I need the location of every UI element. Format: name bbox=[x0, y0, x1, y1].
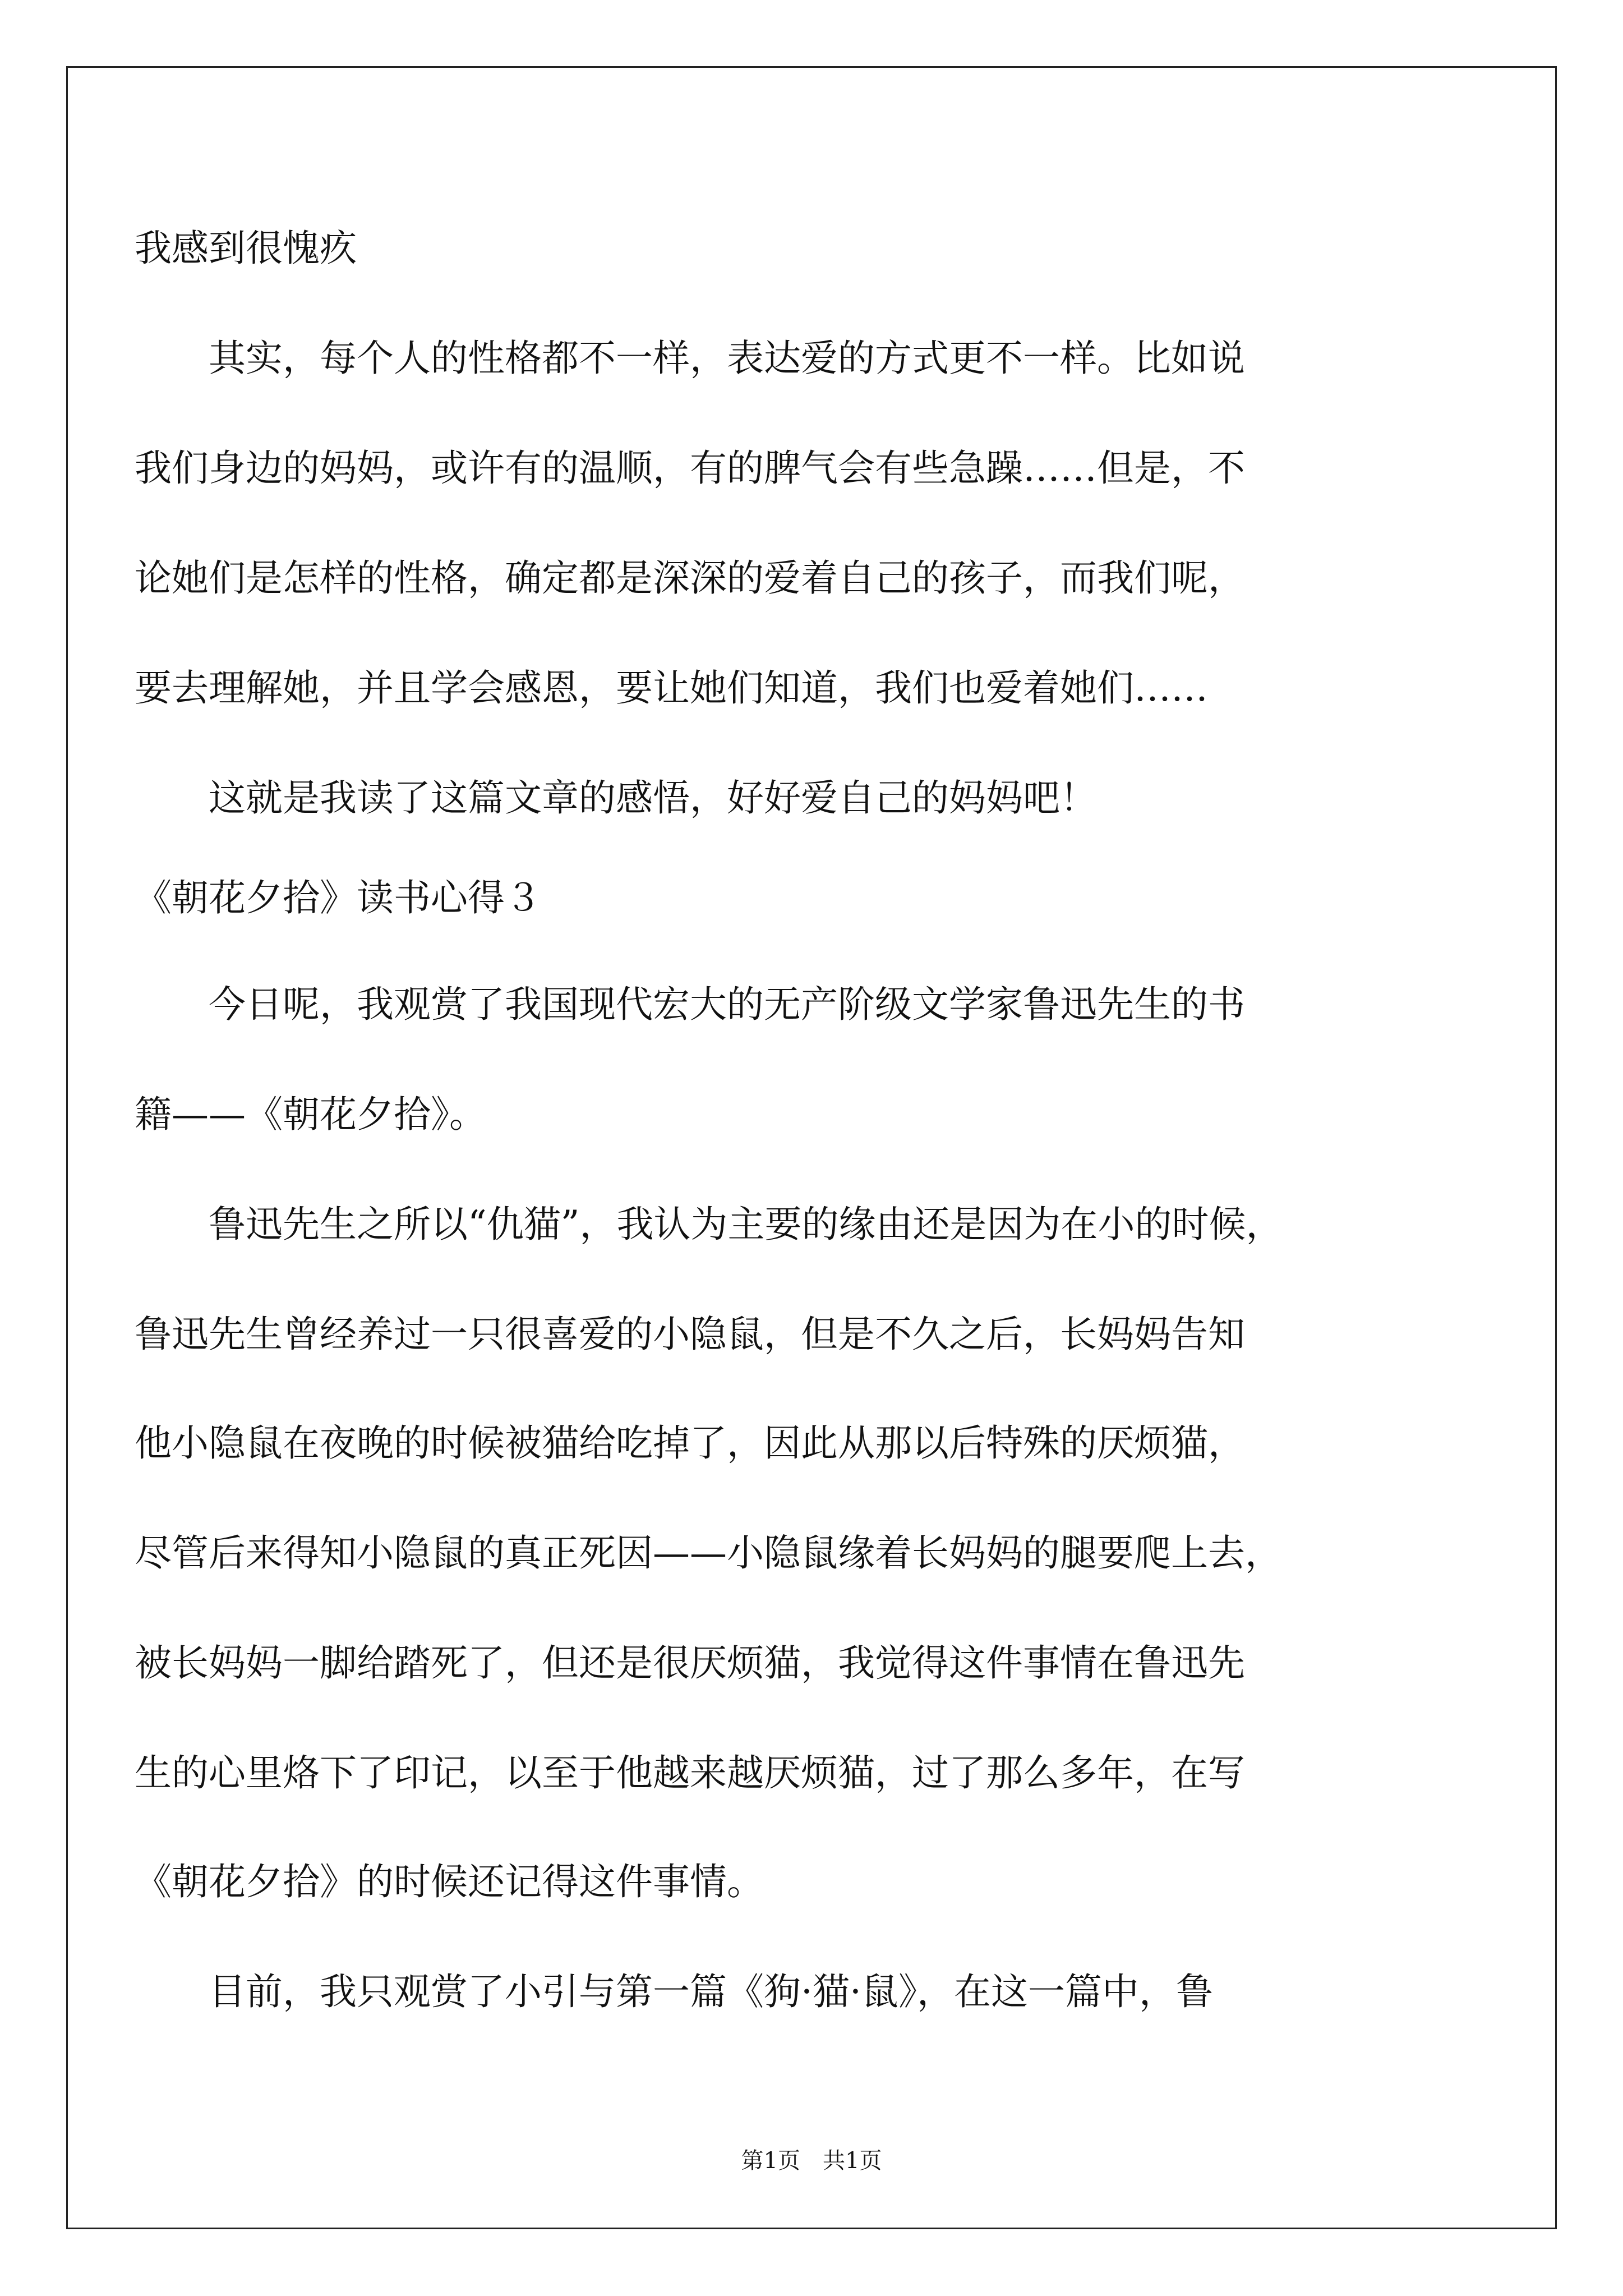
text-line-6: 这就是我读了这篇文章的感悟，好好爱自己的妈妈吧！ bbox=[135, 776, 1097, 820]
page-footer: 第1页 共1页 bbox=[741, 2148, 882, 2174]
text-line-11: 鲁迅先生曾经养过一只很喜爱的小隐鼠，但是不久之后，长妈妈告知 bbox=[135, 1313, 1245, 1356]
text-line-3: 我们身边的妈妈，或许有的温顺，有的脾气会有些急躁……但是，不 bbox=[135, 447, 1245, 490]
text-line-2: 其实，每个人的性格都不一样，表达爱的方式更不一样。比如说 bbox=[135, 337, 1245, 380]
text-line-4: 论她们是怎样的性格，确定都是深深的爱着自己的孩子，而我们呢， bbox=[135, 556, 1245, 600]
text-line-10: 鲁迅先生之所以“仇猫”，我认为主要的缘由还是因为在小的时候， bbox=[135, 1203, 1283, 1246]
text-line-14: 被长妈妈一脚给踏死了，但还是很厌烦猫，我觉得这件事情在鲁迅先 bbox=[135, 1641, 1245, 1685]
text-line-1: 我感到很愧疚 bbox=[135, 227, 357, 270]
text-line-12: 他小隐鼠在夜晚的时候被猫给吃掉了，因此从那以后特殊的厌烦猫， bbox=[135, 1421, 1245, 1465]
text-line-9: 籍——《朝花夕拾》。 bbox=[135, 1093, 486, 1136]
section-heading: 《朝花夕拾》读书心得３ bbox=[135, 876, 542, 919]
text-line-13: 尽管后来得知小隐鼠的真正死因——小隐鼠缘着长妈妈的腿要爬上去， bbox=[135, 1531, 1282, 1575]
text-line-17: 目前，我只观赏了小引与第一篇《狗·猫·鼠》，在这一篇中，鲁 bbox=[135, 1970, 1213, 2013]
page-border bbox=[66, 66, 1557, 2229]
text-line-5: 要去理解她，并且学会感恩，要让她们知道，我们也爱着她们…… bbox=[135, 666, 1208, 710]
text-line-15: 生的心里烙下了印记，以至于他越来越厌烦猫，过了那么多年，在写 bbox=[135, 1751, 1245, 1795]
text-line-16: 《朝花夕拾》的时候还记得这件事情。 bbox=[135, 1860, 764, 1903]
text-line-8: 今日呢，我观赏了我国现代宏大的无产阶级文学家鲁迅先生的书 bbox=[135, 983, 1245, 1026]
